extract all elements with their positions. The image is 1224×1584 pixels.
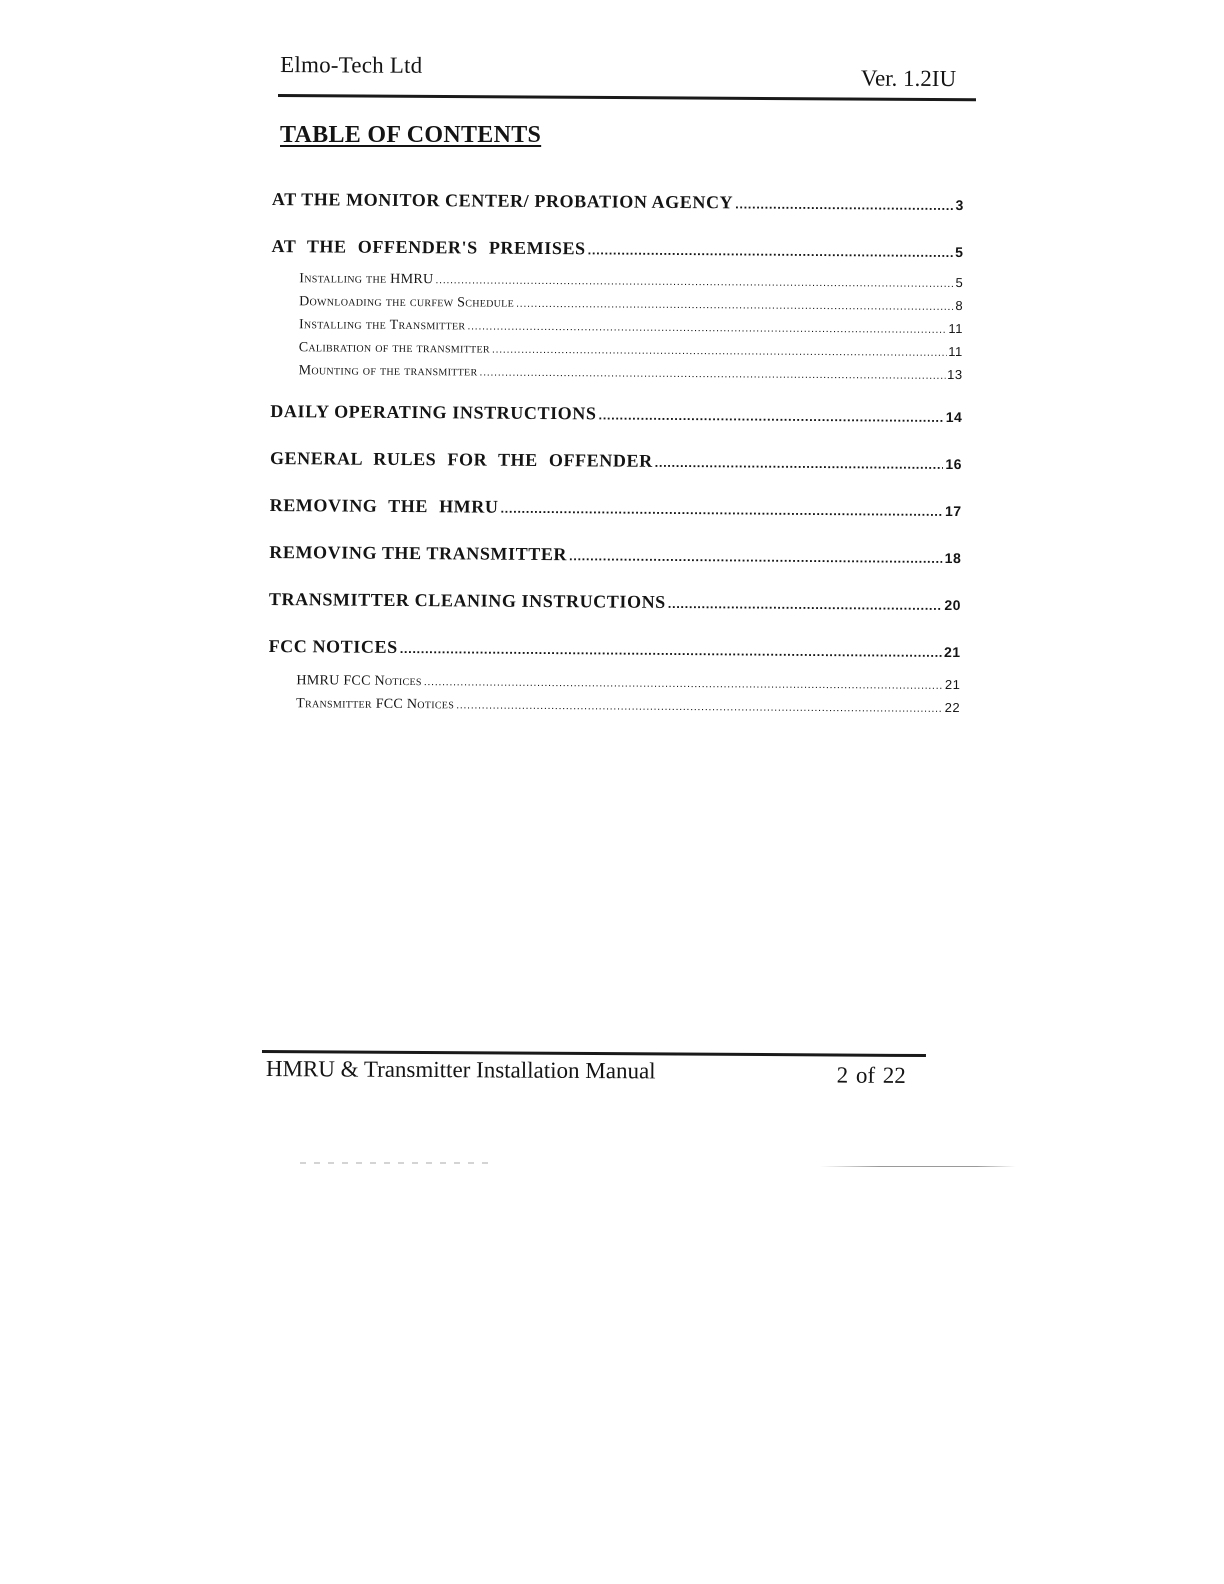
page-number: 2 of 22 — [836, 1062, 906, 1088]
dot-leader — [400, 634, 943, 668]
toc-entry-page: 22 — [944, 699, 961, 716]
toc-entry-page: 21 — [944, 676, 961, 693]
dot-leader — [516, 293, 954, 318]
toc-entry-label: FCC NOTICES — [268, 635, 398, 657]
toc-entry-general-rules[interactable] — [270, 443, 962, 495]
dot-leader — [424, 671, 943, 697]
manual-title: HMRU & Transmitter Installation Manual — [265, 1056, 656, 1084]
toc-entry-removing-hmru[interactable] — [269, 490, 961, 542]
dot-leader — [479, 362, 945, 387]
toc-entry-page: 16 — [945, 455, 963, 473]
toc-entry-page: 18 — [944, 549, 962, 567]
toc-entry-label: REMOVING THE HMRU — [269, 494, 499, 517]
toc-entry-page: 21 — [943, 643, 961, 661]
toc-entry-label: Installing the HMRU — [299, 271, 434, 288]
toc-entry-page: 11 — [948, 320, 964, 337]
dot-leader — [735, 189, 954, 221]
company-name: Elmo-Tech Ltd — [280, 52, 423, 78]
toc-entry-label: Downloading the curfew Schedule — [299, 294, 515, 311]
document-version: Ver. 1.2IU — [860, 65, 957, 92]
page-header — [278, 50, 976, 101]
dot-leader — [456, 694, 943, 720]
toc-entry-transmitter-cleaning[interactable] — [269, 584, 961, 636]
toc-entry-label: REMOVING THE TRANSMITTER — [269, 541, 568, 565]
toc-entry-page: 5 — [955, 244, 964, 261]
toc-entry-removing-transmitter[interactable] — [269, 537, 961, 589]
toc-entry-page: 11 — [948, 343, 963, 360]
dot-leader — [467, 315, 946, 341]
dot-leader — [655, 448, 944, 480]
toc-entry-page: 14 — [945, 408, 963, 426]
toc-entry-page: 13 — [947, 366, 963, 383]
dot-leader — [492, 339, 947, 364]
dot-leader — [569, 541, 943, 574]
toc-entry-page: 5 — [955, 275, 964, 291]
dot-leader — [588, 235, 954, 268]
toc-entry-monitor-center[interactable] — [272, 184, 964, 236]
toc-entry-label: AT THE OFFENDER'S PREMISES — [271, 235, 586, 259]
toc-entry-page: 3 — [955, 197, 964, 214]
scan-artifact — [820, 1166, 1016, 1167]
dot-leader — [598, 400, 943, 433]
toc-entry-fcc-notices[interactable] — [268, 631, 960, 674]
toc-entry-label: DAILY OPERATING INSTRUCTIONS — [270, 400, 597, 424]
toc-entry-label: TRANSMITTER CLEANING INSTRUCTIONS — [268, 588, 666, 612]
toc-entry-label: AT THE MONITOR CENTER/ PROBATION AGENCY — [271, 188, 734, 213]
toc-entry-label: Transmitter FCC Notices — [296, 696, 455, 713]
toc-entry-label: GENERAL RULES FOR THE OFFENDER — [269, 447, 653, 471]
page-footer — [262, 1050, 926, 1097]
toc-entry-page: 20 — [944, 596, 961, 614]
toc-entry-label: Installing the Transmitter — [298, 317, 466, 334]
scan-artifact — [300, 1162, 490, 1164]
toc-entry-page: 8 — [955, 298, 964, 314]
dot-leader — [435, 269, 953, 295]
dot-leader — [500, 494, 943, 527]
toc-entry-offenders-premises[interactable] — [271, 231, 963, 272]
toc-entry-page: 17 — [944, 502, 962, 520]
table-of-contents — [268, 184, 964, 720]
toc-entry-daily-operating-instructions[interactable] — [270, 396, 962, 448]
toc-heading: TABLE OF CONTENTS — [280, 122, 542, 148]
toc-entry-label: Calibration of the transmitter — [298, 340, 490, 357]
toc-entry-label: HMRU FCC Notices — [296, 673, 422, 690]
dot-leader — [668, 589, 943, 621]
toc-entry-label: Mounting of the transmitter — [298, 363, 478, 380]
